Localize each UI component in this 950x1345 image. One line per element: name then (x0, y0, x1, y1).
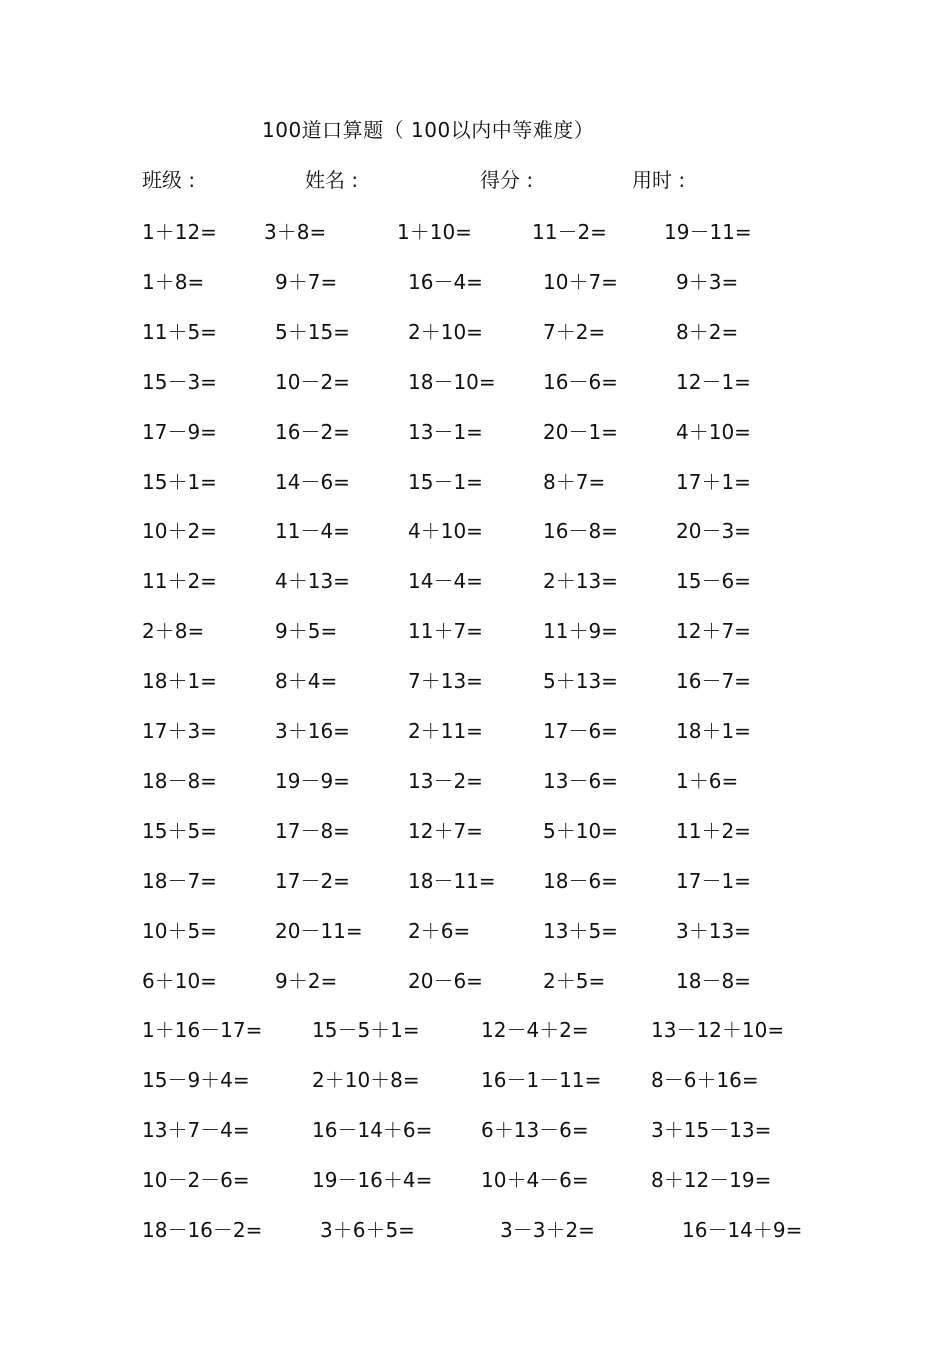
math-problem: 3＋15－13= (651, 1118, 772, 1143)
problem-row (0, 815, 950, 845)
math-problem: 16－14＋6= (312, 1118, 433, 1143)
math-problem: 5＋10= (543, 818, 618, 843)
math-problem: 16－8= (543, 519, 618, 544)
math-problem: 7＋13= (408, 669, 483, 694)
math-problem: 2＋10＋8= (312, 1068, 420, 1093)
math-problem: 12－4＋2= (481, 1018, 589, 1043)
math-problem: 1＋16－17= (142, 1018, 263, 1043)
math-problem: 15＋5= (142, 818, 217, 843)
math-problem: 19－16＋4= (312, 1168, 433, 1193)
math-problem: 16－4= (408, 269, 483, 294)
math-problem: 17－1= (676, 868, 751, 893)
problem-row (0, 416, 950, 446)
math-problem: 13＋7－4= (142, 1118, 250, 1143)
math-problem: 2＋5= (543, 968, 606, 993)
class-label: 班级 : (142, 168, 196, 192)
math-problem: 10＋2= (142, 519, 217, 544)
math-problem: 3＋13= (676, 918, 751, 943)
math-problem: 16－14＋9= (682, 1218, 803, 1242)
problem-row (0, 1214, 950, 1244)
math-problem: 1＋8= (142, 269, 205, 294)
math-problem: 10－2－6= (142, 1168, 250, 1193)
math-problem: 19－9= (275, 768, 350, 793)
math-problem: 9＋3= (676, 269, 739, 294)
math-problem: 20－3= (676, 519, 751, 544)
math-problem: 8＋4= (275, 669, 338, 694)
math-problem: 5＋13= (543, 669, 618, 694)
problem-row (0, 665, 950, 695)
problem-row (0, 216, 950, 246)
math-problem: 12－1= (676, 369, 751, 394)
math-problem: 4＋13= (275, 569, 350, 594)
math-problem: 19－11= (664, 220, 752, 244)
math-problem: 17－2= (275, 868, 350, 893)
problem-row (0, 1064, 950, 1094)
math-problem: 6＋13－6= (481, 1118, 589, 1143)
problem-row (0, 615, 950, 645)
math-problem: 17－8= (275, 818, 350, 843)
problem-row (0, 1014, 950, 1044)
math-problem: 11－2= (532, 220, 607, 244)
math-problem: 15－1= (408, 469, 483, 494)
problem-row (0, 1114, 950, 1144)
student-info-row (0, 164, 950, 194)
math-problem: 17＋3= (142, 719, 217, 743)
math-problem: 14－4= (408, 569, 483, 594)
math-problem: 20－1= (543, 419, 618, 444)
math-problem: 12＋7= (408, 818, 483, 843)
math-problem: 18－6= (543, 868, 618, 893)
math-problem: 9＋7= (275, 269, 338, 294)
math-problem: 18－11= (408, 868, 496, 893)
math-problem: 2＋6= (408, 918, 471, 943)
math-problem: 17－6= (543, 719, 618, 743)
math-problem: 11－4= (275, 519, 350, 544)
math-problem: 10＋4－6= (481, 1168, 589, 1193)
math-problem: 18＋1= (676, 719, 751, 743)
math-problem: 3＋8= (264, 220, 327, 244)
problem-row (0, 965, 950, 995)
math-problem: 4＋10= (676, 419, 751, 444)
math-problem: 2＋11= (408, 719, 483, 743)
math-problem: 1＋10= (397, 220, 472, 244)
math-problem: 8－6＋16= (651, 1068, 759, 1093)
math-problem: 9＋5= (275, 619, 338, 644)
math-problem: 17－9= (142, 419, 217, 444)
math-problem: 3－3＋2= (500, 1218, 595, 1242)
math-problem: 18＋1= (142, 669, 217, 694)
problem-row (0, 316, 950, 346)
math-problem: 13－2= (408, 768, 483, 793)
math-problem: 14－6= (275, 469, 350, 494)
problem-row (0, 1164, 950, 1194)
math-problem: 11＋9= (543, 619, 618, 644)
math-problem: 11＋5= (142, 319, 217, 344)
page-title: 100道口算题（ 100以内中等难度） (262, 118, 595, 142)
math-problem: 1＋6= (676, 768, 739, 793)
math-problem: 20－11= (275, 918, 363, 943)
math-problem: 15－9＋4= (142, 1068, 250, 1093)
math-problem: 15－3= (142, 369, 217, 394)
problem-row (0, 865, 950, 895)
math-problem: 17＋1= (676, 469, 751, 494)
math-problem: 9＋2= (275, 968, 338, 993)
math-problem: 7＋2= (543, 319, 606, 344)
math-problem: 15－6= (676, 569, 751, 594)
time-label: 用时 : (632, 168, 686, 192)
math-problem: 6＋10= (142, 968, 217, 993)
math-problem: 3＋16= (275, 719, 350, 743)
math-problem: 18－7= (142, 868, 217, 893)
score-label: 得分 : (480, 168, 534, 192)
math-problem: 16－6= (543, 369, 618, 394)
problem-row (0, 515, 950, 545)
math-problem: 10＋7= (543, 269, 618, 294)
math-problem: 1＋12= (142, 220, 217, 244)
math-problem: 13－1= (408, 419, 483, 444)
math-problem: 18－10= (408, 369, 496, 394)
math-problem: 4＋10= (408, 519, 483, 544)
math-problem: 13－12＋10= (651, 1018, 785, 1043)
problem-row (0, 915, 950, 945)
math-problem: 8＋12－19= (651, 1168, 772, 1193)
math-problem: 3＋6＋5= (320, 1218, 415, 1242)
math-problem: 11＋2= (142, 569, 217, 594)
math-problem: 8＋7= (543, 469, 606, 494)
math-problem: 13－6= (543, 768, 618, 793)
problem-row (0, 366, 950, 396)
problem-row (0, 565, 950, 595)
math-problem: 8＋2= (676, 319, 739, 344)
math-problem: 2＋13= (543, 569, 618, 594)
math-problem: 12＋7= (676, 619, 751, 644)
math-problem: 13＋5= (543, 918, 618, 943)
math-problem: 10－2= (275, 369, 350, 394)
name-label: 姓名 : (305, 168, 359, 192)
math-problem: 15＋1= (142, 469, 217, 494)
math-problem: 18－8= (142, 768, 217, 793)
problem-row (0, 266, 950, 296)
math-problem: 16－7= (676, 669, 751, 694)
math-problem: 20－6= (408, 968, 483, 993)
problem-row (0, 765, 950, 795)
math-problem: 15－5＋1= (312, 1018, 420, 1043)
math-problem: 18－8= (676, 968, 751, 993)
math-problem: 2＋8= (142, 619, 205, 644)
math-problem: 18－16－2= (142, 1218, 263, 1242)
math-problem: 2＋10= (408, 319, 483, 344)
problem-row (0, 466, 950, 496)
math-problem: 11＋7= (408, 619, 483, 644)
math-problem: 11＋2= (676, 818, 751, 843)
math-problem: 10＋5= (142, 918, 217, 943)
math-problem: 5＋15= (275, 319, 350, 344)
math-problem: 16－1－11= (481, 1068, 602, 1093)
problem-row (0, 715, 950, 745)
math-problem: 16－2= (275, 419, 350, 444)
